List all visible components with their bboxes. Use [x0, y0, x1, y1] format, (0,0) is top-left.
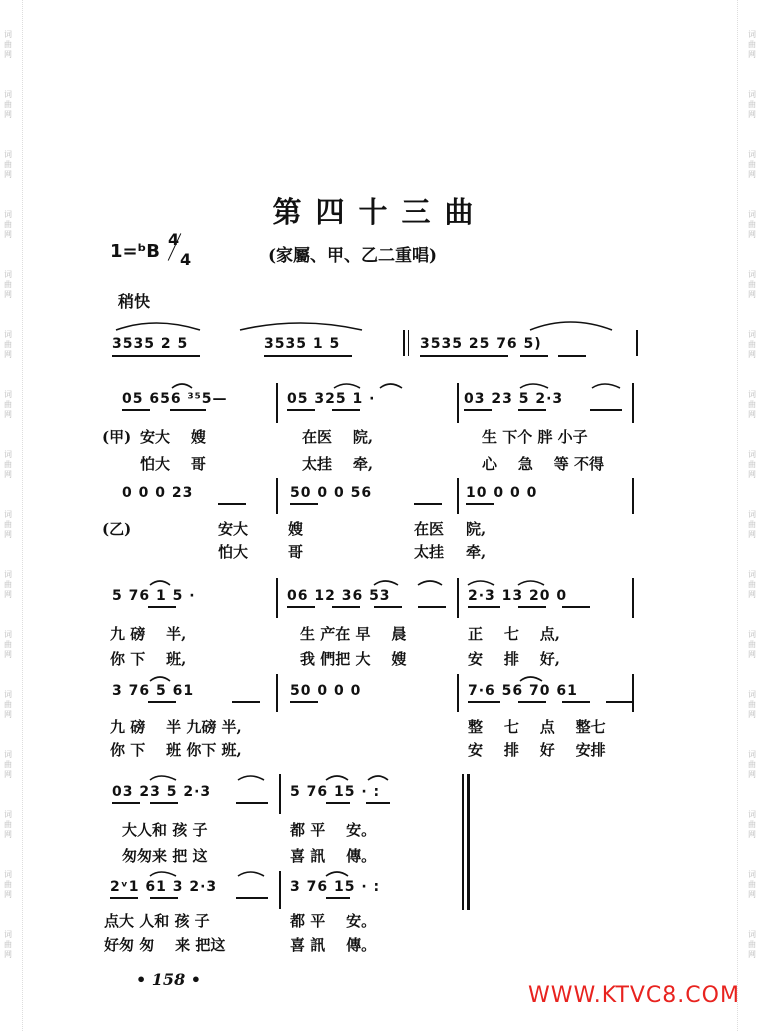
beam-underline: [418, 606, 446, 608]
s2-jia-lyric-1b: 生 产在 早 晨: [300, 625, 407, 643]
side-watermark-char: 词: [748, 150, 756, 159]
side-watermark-char: 曲: [4, 880, 12, 889]
beam-underline: [290, 503, 318, 505]
side-watermark-char: 网: [748, 290, 756, 299]
side-watermark-char: 网: [748, 530, 756, 539]
s3-yi-lyric-2b: 喜 訊 傳。: [290, 936, 377, 954]
tie-arc: [334, 384, 360, 388]
side-watermark-char: 词: [4, 810, 12, 819]
s1-jia-lyric-2a: 怕大 哥: [140, 455, 206, 473]
tie-arc: [238, 776, 264, 780]
side-watermark-char: 网: [748, 470, 756, 479]
side-watermark-char: 曲: [4, 340, 12, 349]
beam-underline: [110, 897, 138, 899]
s1-yi-lyric-2d: 牵,: [466, 543, 487, 561]
s2-yi-measure-3: 7·6 56 70 61: [468, 683, 578, 699]
side-watermark-char: 曲: [4, 640, 12, 649]
s1-yi-measure-2: 50 0 0 56: [290, 485, 373, 501]
s1-yi-lyric-1c: 在医: [414, 520, 445, 538]
tie-arc: [172, 384, 192, 388]
beam-underline: [332, 409, 360, 411]
s2-jia-measure-3: 2·3 13 20 0: [468, 588, 568, 604]
side-watermark-char: 网: [4, 530, 12, 539]
beam-underline: [287, 606, 315, 608]
side-watermark-char: 曲: [4, 760, 12, 769]
side-watermark-char: 网: [748, 230, 756, 239]
beam-underline: [518, 606, 546, 608]
site-watermark: WWW.KTVC8.COM: [528, 983, 740, 1008]
side-watermark-char: 网: [4, 50, 12, 59]
side-watermark-char: 词: [748, 750, 756, 759]
side-watermark-char: 网: [748, 170, 756, 179]
side-watermark-char: 网: [748, 710, 756, 719]
s3-yi-lyric-2a: 好匆 匆 来 把这: [104, 936, 226, 954]
side-watermark-char: 词: [748, 330, 756, 339]
tie-arc: [150, 677, 170, 681]
beam-underline: [112, 802, 140, 804]
s2-yi-measure-1: 3 76 5 61: [112, 683, 195, 699]
s3-jia-lyric-1a: 大人和 孩 子: [122, 821, 208, 839]
side-watermark-char: 网: [748, 410, 756, 419]
side-watermark-char: 曲: [748, 700, 756, 709]
s1-yi-lyric-1a: 安大: [218, 520, 249, 538]
side-watermark-char: 网: [4, 830, 12, 839]
side-watermark-char: 网: [748, 770, 756, 779]
side-watermark-char: 网: [4, 710, 12, 719]
side-watermark-char: 词: [748, 690, 756, 699]
side-watermark-char: 词: [4, 870, 12, 879]
beam-underline: [264, 355, 352, 357]
s1-yi-label: (乙): [102, 520, 132, 538]
side-watermark-char: 词: [4, 30, 12, 39]
beam-underline: [464, 409, 492, 411]
side-watermark-char: 词: [4, 330, 12, 339]
side-watermark-char: 词: [4, 450, 12, 459]
beam-underline: [236, 897, 268, 899]
intro-measure-1: 3535 2 5: [112, 336, 189, 352]
beam-underline: [326, 897, 350, 899]
side-watermark-char: 曲: [4, 820, 12, 829]
beam-underline: [112, 355, 200, 357]
side-watermark-char: 曲: [4, 160, 12, 169]
side-watermark-char: 词: [748, 870, 756, 879]
side-watermark-char: 网: [4, 950, 12, 959]
beam-underline: [232, 701, 260, 703]
beam-underline: [520, 355, 548, 357]
side-watermark-char: 词: [748, 450, 756, 459]
s3-yi-measure-2: 3 76 15 · :: [290, 879, 381, 895]
s1-yi-lyric-2b: 哥: [288, 543, 304, 561]
beam-underline: [414, 503, 442, 505]
side-watermark-char: 曲: [748, 580, 756, 589]
s2-yi-lyric-1a: 九 磅 半 九磅 半,: [110, 718, 242, 736]
side-watermark-char: 词: [4, 90, 12, 99]
side-watermark-char: 网: [4, 230, 12, 239]
side-watermark-char: 网: [748, 350, 756, 359]
beam-underline: [326, 802, 350, 804]
beam-underline: [236, 802, 268, 804]
side-watermark-char: 词: [748, 570, 756, 579]
side-watermark-char: 网: [748, 590, 756, 599]
side-watermark-char: 词: [4, 630, 12, 639]
side-watermark-char: 曲: [748, 880, 756, 889]
side-watermark-char: 词: [748, 270, 756, 279]
s1-jia-lyric-1a: 安大 嫂: [140, 428, 206, 446]
tie-arc: [150, 776, 176, 780]
tie-arc: [418, 581, 442, 585]
s3-yi-lyric-1a: 点大 人和 孩 子: [104, 912, 210, 930]
side-watermark-char: 网: [748, 650, 756, 659]
s2-yi-lyric-1b: 整 七 点 整七: [468, 718, 606, 736]
side-watermark-char: 词: [4, 750, 12, 759]
side-watermark-char: 网: [748, 110, 756, 119]
side-watermark-char: 曲: [4, 520, 12, 529]
side-watermark-char: 网: [748, 890, 756, 899]
tie-arc: [150, 872, 176, 876]
beam-underline: [374, 606, 402, 608]
side-watermark-char: 曲: [748, 220, 756, 229]
beam-underline: [122, 409, 150, 411]
side-watermark-char: 曲: [748, 520, 756, 529]
meter-denominator: 4: [180, 250, 192, 269]
tie-arc: [530, 322, 612, 330]
beam-underline: [606, 701, 634, 703]
s2-jia-measure-1: 5 76 1 5 ·: [112, 588, 196, 604]
s1-jia-lyric-2c: 心 急 等 不得: [482, 455, 605, 473]
side-watermark-char: 曲: [748, 460, 756, 469]
s1-jia-measure-3: 03 23 5 2·3: [464, 391, 564, 407]
side-watermark-char: 词: [748, 210, 756, 219]
beam-underline: [148, 701, 176, 703]
beam-underline: [290, 701, 318, 703]
tie-arc: [326, 872, 348, 876]
side-watermark-char: 曲: [4, 940, 12, 949]
beam-underline: [332, 606, 360, 608]
side-watermark-char: 曲: [748, 100, 756, 109]
side-watermark-char: 曲: [748, 280, 756, 289]
s2-jia-lyric-1c: 正 七 点,: [468, 625, 560, 643]
beam-underline: [366, 802, 390, 804]
s3-yi-measure-1: 2ᵛ1 61 3 2·3: [110, 879, 218, 895]
s2-yi-lyric-2b: 安 排 好 安排: [468, 741, 606, 759]
s1-jia-measure-2: 05 325 1 ·: [287, 391, 376, 407]
s1-jia-measure-1: 05 656 ³⁵5—: [122, 391, 228, 407]
s1-jia-lyric-1b: 在医 院,: [302, 428, 374, 446]
side-watermark-char: 词: [4, 930, 12, 939]
beam-underline: [287, 409, 315, 411]
side-watermark-char: 词: [748, 510, 756, 519]
s3-jia-measure-1: 03 23 5 2·3: [112, 784, 212, 800]
side-watermark-char: 网: [4, 110, 12, 119]
side-watermark-char: 曲: [4, 460, 12, 469]
intro-measure-2: 3535 1 5: [264, 336, 341, 352]
tie-arc: [368, 776, 388, 780]
side-watermark-char: 网: [4, 410, 12, 419]
side-watermark-char: 曲: [4, 400, 12, 409]
tie-arc: [240, 323, 362, 330]
s2-yi-lyric-2a: 你 下 班 你下 班,: [110, 741, 242, 759]
tie-arc: [374, 581, 398, 585]
side-watermark-char: 网: [748, 50, 756, 59]
side-watermark-char: 曲: [748, 760, 756, 769]
voice-subtitle: (家屬、甲、乙二重唱): [268, 246, 438, 266]
beam-underline: [150, 897, 178, 899]
side-watermark-char: 网: [4, 770, 12, 779]
side-watermark-char: 网: [4, 650, 12, 659]
s2-jia-lyric-1a: 九 磅 半,: [110, 625, 187, 643]
side-watermark-char: 网: [748, 950, 756, 959]
page-number: • 158 •: [136, 970, 201, 989]
beam-underline: [170, 409, 206, 411]
s1-yi-lyric-1b: 嫂: [288, 520, 304, 538]
s2-jia-lyric-2c: 安 排 好,: [468, 650, 560, 668]
s3-jia-lyric-1b: 都 平 安。: [290, 821, 377, 839]
side-watermark-char: 网: [4, 470, 12, 479]
intro-measure-3: 3535 25 76 5): [420, 336, 542, 352]
s3-jia-lyric-2a: 匆匆来 把 这: [122, 847, 208, 865]
tie-arc: [592, 384, 620, 388]
side-watermark-char: 曲: [4, 280, 12, 289]
side-watermark-char: 曲: [748, 400, 756, 409]
side-watermark-char: 网: [4, 350, 12, 359]
side-watermark-char: 曲: [4, 700, 12, 709]
beam-underline: [518, 409, 546, 411]
s1-yi-measure-3: 10 0 0 0: [466, 485, 538, 501]
side-watermark-char: 曲: [748, 40, 756, 49]
side-watermark-char: 词: [4, 150, 12, 159]
side-watermark-char: 曲: [4, 220, 12, 229]
s1-yi-lyric-2a: 怕大: [218, 543, 249, 561]
tie-arc: [520, 384, 548, 388]
tempo-marking: 稍快: [118, 292, 151, 311]
side-watermark-char: 曲: [748, 640, 756, 649]
beam-underline: [558, 355, 586, 357]
s2-jia-measure-2: 06 12 36 53: [287, 588, 391, 604]
s1-yi-measure-1: 0 0 0 23: [122, 485, 194, 501]
side-watermark-char: 网: [4, 590, 12, 599]
s2-yi-measure-2: 50 0 0 0: [290, 683, 362, 699]
s3-yi-lyric-1b: 都 平 安。: [290, 912, 377, 930]
side-watermark-char: 词: [748, 930, 756, 939]
beam-underline: [590, 409, 622, 411]
side-watermark-char: 词: [748, 30, 756, 39]
tie-arc: [380, 384, 402, 388]
side-watermark-char: 曲: [4, 40, 12, 49]
side-watermark-char: 词: [748, 810, 756, 819]
tie-arc: [326, 776, 348, 780]
s1-jia-label: (甲): [102, 428, 132, 446]
beam-underline: [518, 701, 546, 703]
s2-jia-lyric-2a: 你 下 班,: [110, 650, 187, 668]
beam-underline: [466, 503, 494, 505]
beam-underline: [468, 606, 500, 608]
s3-jia-measure-2: 5 76 15 · :: [290, 784, 381, 800]
beam-underline: [562, 701, 590, 703]
side-watermark-char: 曲: [748, 160, 756, 169]
side-watermark-char: 词: [4, 270, 12, 279]
beam-underline: [562, 606, 590, 608]
s1-yi-lyric-2c: 太挂: [414, 543, 445, 561]
beam-underline: [420, 355, 508, 357]
side-watermark-char: 网: [4, 170, 12, 179]
beam-underline: [468, 701, 500, 703]
side-watermark-char: 词: [4, 690, 12, 699]
beam-underline: [148, 606, 176, 608]
s1-yi-lyric-1d: 院,: [466, 520, 487, 538]
side-watermark-char: 词: [4, 570, 12, 579]
side-watermark-char: 词: [4, 390, 12, 399]
side-watermark-char: 曲: [748, 340, 756, 349]
side-watermark-char: 曲: [4, 580, 12, 589]
s1-jia-lyric-1c: 生 下个 胖 小子: [482, 428, 588, 446]
meter-numerator: 4: [168, 230, 180, 249]
tie-arc: [238, 872, 264, 876]
side-watermark-char: 曲: [748, 940, 756, 949]
beam-underline: [150, 802, 178, 804]
side-watermark-char: 网: [4, 890, 12, 899]
tie-arc: [150, 581, 170, 585]
side-watermark-char: 词: [4, 510, 12, 519]
key-signature: 1=ᵇB: [110, 241, 160, 262]
s2-jia-lyric-2b: 我 們把 大 嫂: [300, 650, 407, 668]
side-watermark-char: 网: [748, 830, 756, 839]
tie-arc: [518, 581, 544, 585]
side-watermark-char: 曲: [748, 820, 756, 829]
side-watermark-char: 词: [748, 90, 756, 99]
beam-underline: [218, 503, 246, 505]
song-title: 第四十三曲: [272, 195, 488, 229]
side-watermark-char: 曲: [4, 100, 12, 109]
s3-jia-lyric-2b: 喜 訊 傳。: [290, 847, 377, 865]
side-watermark-char: 词: [748, 630, 756, 639]
tie-arc: [116, 323, 200, 330]
s1-jia-lyric-2b: 太挂 牵,: [302, 455, 374, 473]
tie-arc: [520, 677, 542, 681]
tie-arc: [468, 581, 494, 585]
side-watermark-char: 词: [4, 210, 12, 219]
side-watermark-char: 网: [4, 290, 12, 299]
side-watermark-char: 词: [748, 390, 756, 399]
